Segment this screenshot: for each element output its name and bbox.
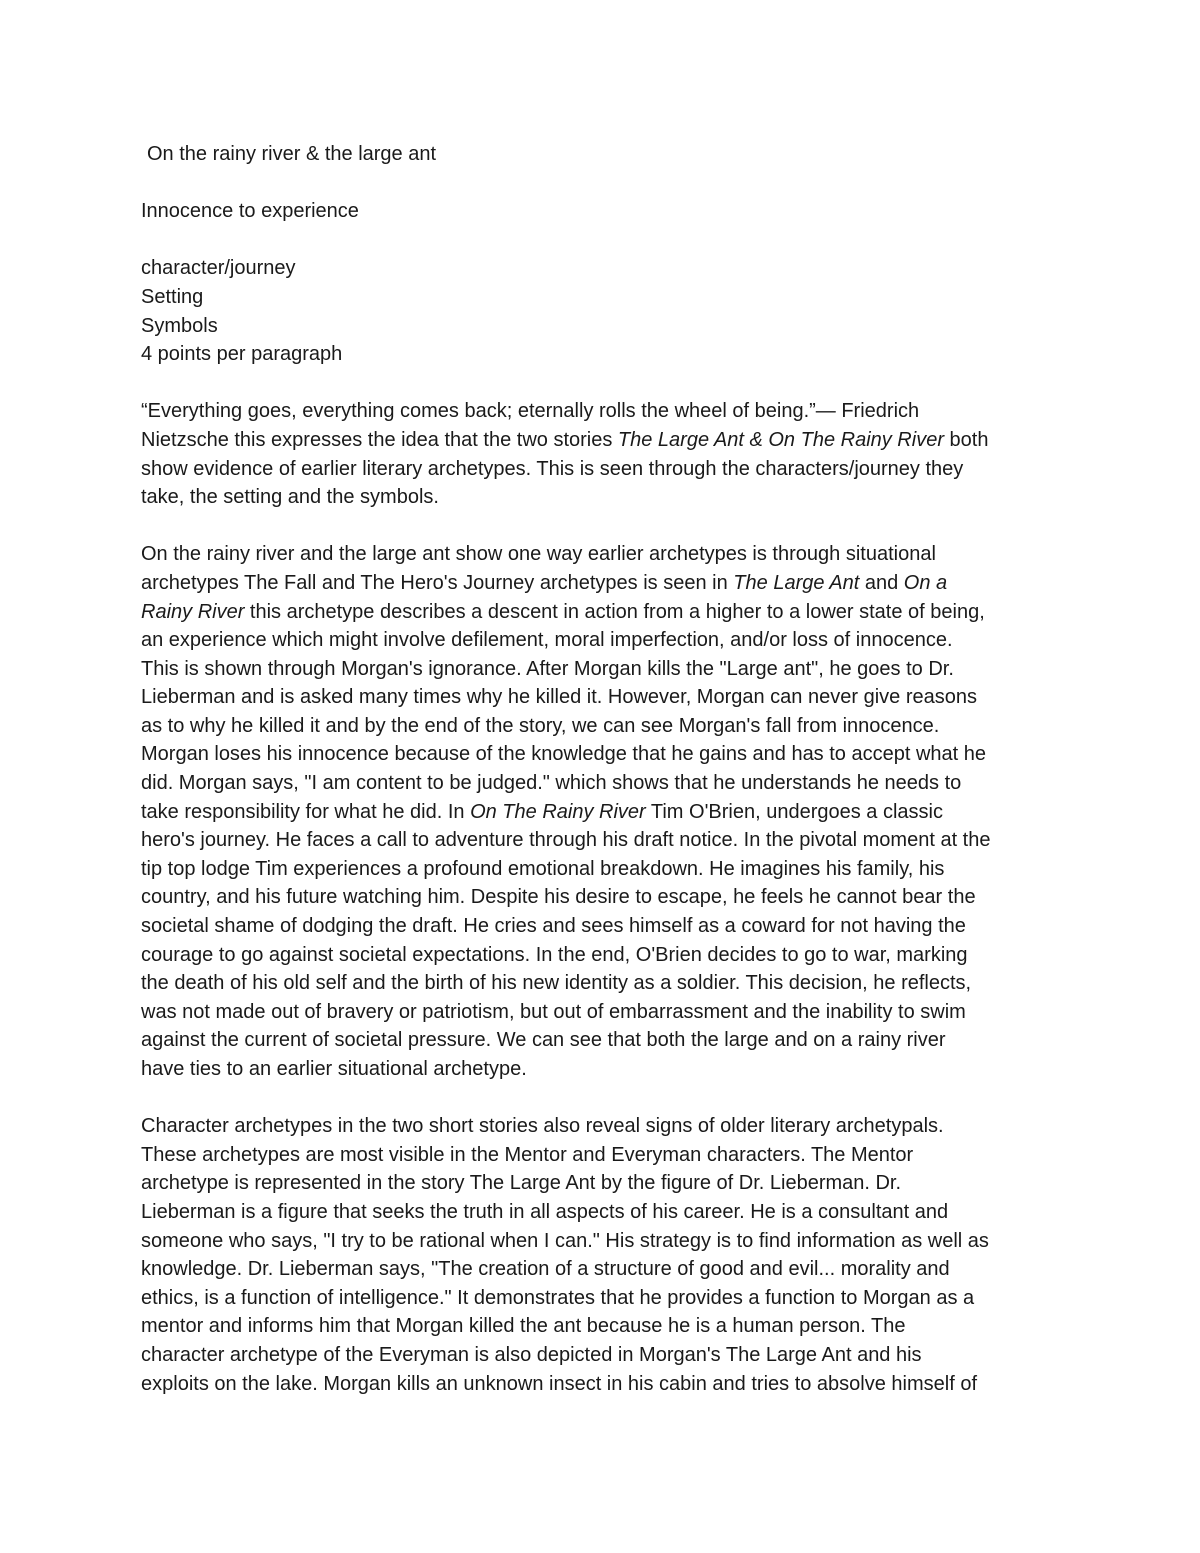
text-line: did. Morgan says, "I am content to be judged." which shows that he understands he needs to <box>141 772 962 795</box>
spacer <box>141 512 1080 541</box>
spacer <box>141 226 1080 255</box>
text-line: These archetypes are most visible in the Mentor and Everyman characters. The Mentor <box>141 1143 914 1166</box>
text-line: societal shame of dodging the draft. He cries and sees himself as a coward for not having the <box>141 915 966 938</box>
text-line: have ties to an earlier situational archetype. <box>141 1058 527 1080</box>
text-line <box>141 798 1080 827</box>
text-line: This is shown through Morgan's ignorance. After Morgan kills the "Large ant", he goes to Dr. <box>141 657 954 680</box>
text-line: archetype is represented in the story The Large Ant by the figure of Dr. Lieberman. Dr. <box>141 1172 902 1195</box>
text-line: character archetype of the Everyman is also depicted in Morgan's The Large Ant and his <box>141 1343 922 1366</box>
spacer <box>141 369 1080 398</box>
text-line: the death of his old self and the birth of his new identity as a soldier. This decision, he reflects, <box>141 972 972 995</box>
text-line: ethics, is a function of intelligence." It demonstrates that he provides a function to Morgan as a <box>141 1286 975 1309</box>
text-line: tip top lodge Tim experiences a profound emotional breakdown. He imagines his family, his <box>141 857 945 880</box>
text-run: Nietzsche this expresses the idea that the two stories <box>141 428 618 451</box>
text-run: archetypes The Fall and The Hero's Journey archetypes is seen in <box>141 571 734 594</box>
text-line: “Everything goes, everything comes back; eternally rolls the wheel of being.”— Friedrich <box>141 400 920 423</box>
text-run: both <box>943 428 989 451</box>
spacer <box>141 169 1080 198</box>
text-line: take, the setting and the symbols. <box>141 486 439 509</box>
text-run: and <box>859 571 904 594</box>
text-line <box>141 569 1080 598</box>
text-line: Morgan loses his innocence because of the knowledge that he gains and has to accept what he <box>141 743 987 766</box>
text-run: this archetype describes a descent in action from a higher to a lower state of being, <box>244 600 985 623</box>
spacer <box>141 1084 1080 1113</box>
text-line: an experience which might involve defilement, moral imperfection, and/or loss of innocence. <box>141 629 953 652</box>
italic-title: On a <box>903 571 948 594</box>
text-line: knowledge. Dr. Lieberman says, "The creation of a structure of good and evil... morality and <box>141 1258 950 1281</box>
text-line: On the rainy river and the large ant show one way earlier archetypes is through situational <box>141 543 936 566</box>
text-line: courage to go against societal expectations. In the end, O'Brien decides to go to war, marking <box>141 943 968 966</box>
italic-title: The Large Ant <box>733 571 860 594</box>
document-title: On the rainy river & the large ant <box>147 143 437 165</box>
text-line: as to why he killed it and by the end of the story, we can see Morgan's fall from innocence. <box>141 714 940 737</box>
text-line: Lieberman and is asked many times why he killed it. However, Morgan can never give reasons <box>141 686 977 709</box>
text-run: take responsibility for what he did. In <box>141 800 471 823</box>
text-line: against the current of societal pressure. We can see that both the large and on a rainy river <box>141 1029 946 1052</box>
text-line: show evidence of earlier literary archetypes. This is seen through the characters/journey they <box>141 457 964 480</box>
text-line: mentor and informs him that Morgan killed the ant because he is a human person. The <box>141 1315 906 1338</box>
intro-paragraph <box>141 397 1080 511</box>
text-line: Lieberman is a figure that seeks the truth in all aspects of his career. He is a consultant and <box>141 1200 949 1223</box>
body-paragraph-character <box>141 1112 1080 1398</box>
document-subtitle: Innocence to experience <box>141 200 359 223</box>
outline-item: Setting <box>141 285 204 308</box>
text-line: exploits on the lake. Morgan kills an unknown insect in his cabin and tries to absolve himself of <box>141 1372 978 1395</box>
outline-list <box>141 254 1080 368</box>
text-line: country, and his future watching him. Despite his desire to escape, he feels he cannot bear the <box>141 886 976 909</box>
italic-title: The Large Ant & On The Rainy River <box>617 428 944 451</box>
text-line: someone who says, "I try to be rational when I can." His strategy is to find information as well as <box>141 1229 989 1252</box>
outline-item: Symbols <box>141 314 218 337</box>
text-run: Tim O'Brien, undergoes a classic <box>645 800 943 823</box>
outline-item: 4 points per paragraph <box>141 343 343 366</box>
text-line: was not made out of bravery or patriotism, but out of embarrassment and the inability to swim <box>141 1000 966 1023</box>
text-line: Character archetypes in the two short stories also reveal signs of older literary archetypals. <box>141 1115 944 1138</box>
text-line <box>141 598 1080 627</box>
italic-title: Rainy River <box>141 600 245 623</box>
outline-item: character/journey <box>141 257 296 280</box>
italic-title: On The Rainy River <box>470 800 646 823</box>
body-paragraph-situational <box>141 540 1080 1083</box>
text-line: hero's journey. He faces a call to adventure through his draft notice. In the pivotal moment at the <box>141 829 991 852</box>
text-line <box>141 426 1080 455</box>
